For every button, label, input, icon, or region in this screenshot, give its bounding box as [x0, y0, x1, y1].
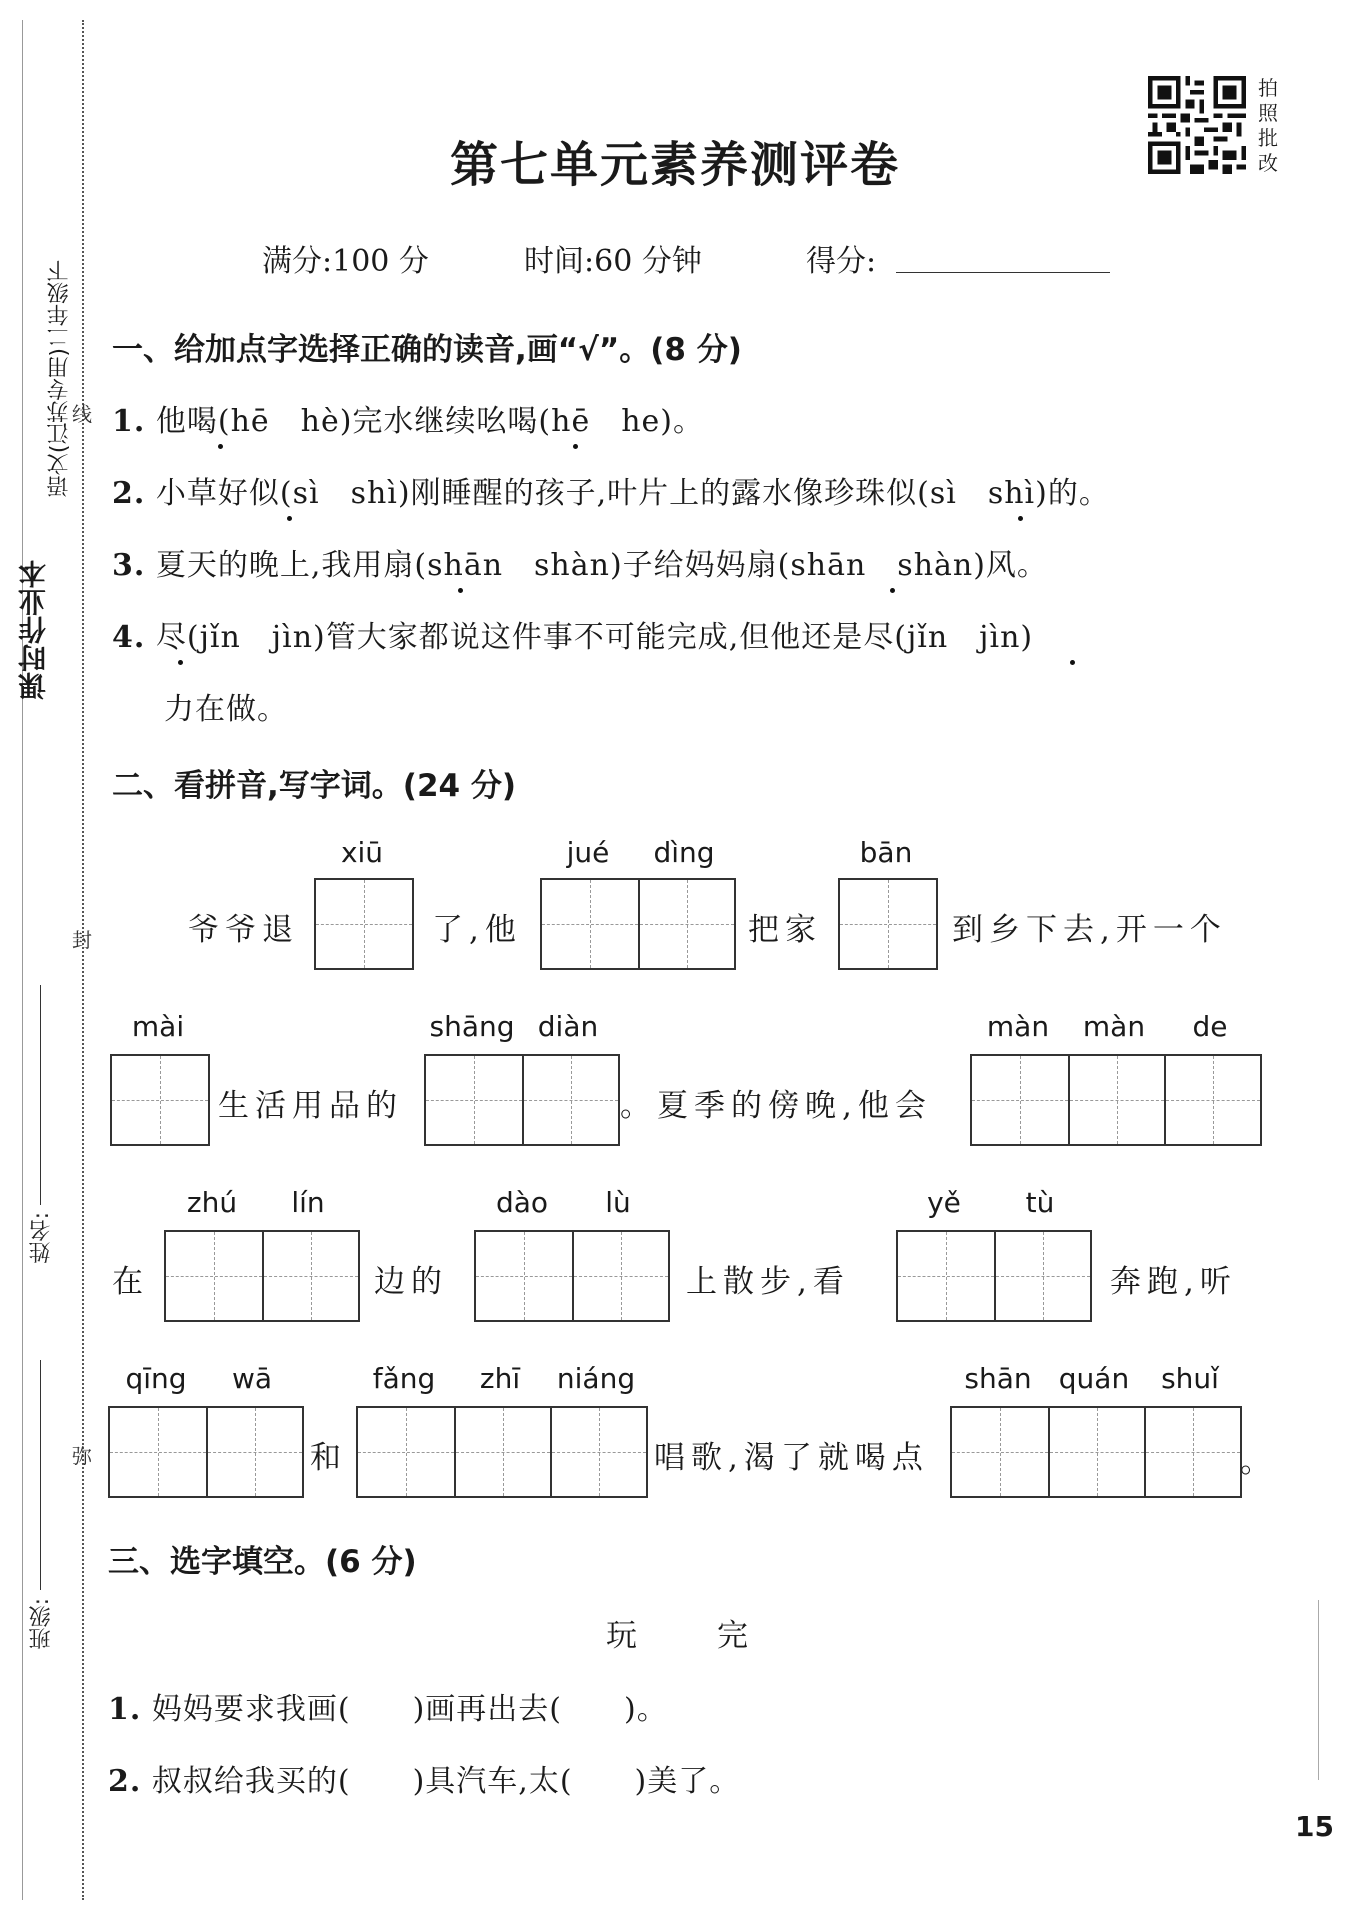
- pinyin: fǎng: [372, 1362, 436, 1395]
- pinyin: shān: [964, 1362, 1032, 1395]
- pinyin: qīng: [125, 1362, 187, 1395]
- score-blank[interactable]: [896, 272, 1110, 273]
- pinyin: màn: [1082, 1010, 1146, 1043]
- s1-item-4-cont: 力在做。: [164, 692, 288, 727]
- item-number: 3.: [112, 548, 146, 583]
- item-number: 2.: [112, 476, 146, 511]
- item-number: 1.: [112, 404, 146, 439]
- writing-grid[interactable]: [356, 1406, 648, 1498]
- mark-mi: 弥: [72, 1444, 92, 1468]
- pinyin: mài: [131, 1010, 185, 1043]
- pinyin: de: [1192, 1010, 1228, 1043]
- writing-grid[interactable]: [110, 1054, 210, 1146]
- mark-xian: 线: [72, 402, 92, 426]
- class-label: 班级:: [29, 1598, 54, 1650]
- item-text: 夏天的晚上,我用扇(shān shàn)子给妈妈扇(shān shàn)风。: [155, 548, 1048, 583]
- writing-grid[interactable]: [896, 1230, 1092, 1322]
- row-text: 。夏季的傍晚,他会: [620, 1088, 932, 1124]
- pinyin: niáng: [556, 1362, 636, 1395]
- section1-heading: 一、给加点字选择正确的读音,画“√”。(8 分): [112, 332, 742, 368]
- full-score: 满分:100 分: [262, 244, 429, 279]
- pinyin: lín: [291, 1186, 325, 1219]
- name-label: 姓名:: [29, 1212, 54, 1264]
- row-text: 爷爷退: [188, 912, 299, 948]
- margin-border: [22, 20, 23, 1900]
- s3-item-1: [108, 1684, 668, 1728]
- pinyin: zhī: [479, 1362, 521, 1395]
- pinyin: bān: [859, 836, 913, 869]
- pinyin: shāng: [429, 1010, 515, 1043]
- right-margin-rule: [1318, 1600, 1319, 1780]
- pinyin: màn: [986, 1010, 1050, 1043]
- row-text: 上散步,看: [686, 1264, 850, 1300]
- exam-time: 时间:60 分钟: [524, 244, 702, 279]
- book-title: 课时作业本: [17, 560, 50, 700]
- item-text: 尽(jǐn jìn)管大家都说这件事不可能完成,但他还是尽(jǐn jìn): [155, 620, 1034, 655]
- item-text: 他喝(hē hè)完水继续吆喝(hē he)。: [155, 404, 704, 439]
- item-number: 1.: [108, 1692, 142, 1727]
- item-text[interactable]: 叔叔给我买的( )具汽车,太( )美了。: [151, 1764, 741, 1799]
- emphasis-dot: [287, 516, 292, 521]
- writing-grid[interactable]: [424, 1054, 620, 1146]
- emphasis-dot: [1070, 660, 1075, 665]
- pinyin: tù: [1025, 1186, 1055, 1219]
- s1-item-4: [112, 612, 1033, 656]
- name-line: [40, 985, 41, 1205]
- qr-label: 拍照批改: [1258, 76, 1278, 175]
- pinyin: jué: [566, 836, 610, 869]
- writing-grid[interactable]: [314, 878, 414, 970]
- pinyin: yě: [927, 1186, 961, 1219]
- emphasis-dot: [458, 588, 463, 593]
- emphasis-dot: [890, 588, 895, 593]
- book-subtitle: 语文(江苏专用)二年级下: [47, 260, 72, 498]
- writing-grid[interactable]: [108, 1406, 304, 1498]
- row-text: 把家: [748, 912, 822, 948]
- item-number: 4.: [112, 620, 146, 655]
- emphasis-dot: [573, 444, 578, 449]
- emphasis-dot: [1018, 516, 1023, 521]
- row-text: 。: [1240, 1444, 1277, 1480]
- row-text: 奔跑,听: [1110, 1264, 1237, 1300]
- pinyin: dìng: [653, 836, 715, 869]
- row-text: 和: [310, 1440, 347, 1476]
- class-line: [40, 1360, 41, 1590]
- writing-grid[interactable]: [540, 878, 736, 970]
- pinyin: wā: [231, 1362, 273, 1395]
- pinyin: zhú: [186, 1186, 238, 1219]
- page-number: 15: [1295, 1810, 1334, 1843]
- writing-grid[interactable]: [970, 1054, 1262, 1146]
- item-number: 2.: [108, 1764, 142, 1799]
- page-title: 第七单元素养测评卷: [449, 137, 900, 193]
- row-text: 唱歌,渴了就喝点: [654, 1440, 929, 1476]
- s1-item-1: [112, 396, 704, 440]
- pinyin: lù: [605, 1186, 631, 1219]
- writing-grid[interactable]: [164, 1230, 360, 1322]
- score-label: 得分:: [806, 244, 877, 279]
- pinyin: diàn: [537, 1010, 599, 1043]
- row-text: 生活用品的: [218, 1088, 403, 1124]
- section3-heading: 三、选字填空。(6 分): [108, 1544, 417, 1580]
- s1-item-3: [112, 540, 1048, 584]
- qr-code-icon: [1148, 76, 1246, 174]
- s1-item-2: [112, 468, 1110, 512]
- row-text: 在: [112, 1264, 149, 1300]
- row-text: 到乡下去,开一个: [952, 912, 1227, 948]
- row-text: 了,他: [432, 912, 522, 948]
- s3-item-2: [108, 1756, 740, 1800]
- item-text[interactable]: 妈妈要求我画( )画再出去( )。: [151, 1692, 668, 1727]
- writing-grid[interactable]: [950, 1406, 1242, 1498]
- writing-grid[interactable]: [838, 878, 938, 970]
- row-text: 边的: [374, 1264, 448, 1300]
- pinyin: xiū: [340, 836, 384, 869]
- emphasis-dot: [178, 660, 183, 665]
- emphasis-dot: [218, 444, 223, 449]
- pinyin: dào: [495, 1186, 549, 1219]
- choice-characters: 玩 完: [606, 1618, 754, 1654]
- section2-heading: 二、看拼音,写字词。(24 分): [112, 768, 517, 804]
- item-text: 小草好似(sì shì)刚睡醒的孩子,叶片上的露水像珍珠似(sì shì)的。: [155, 476, 1110, 511]
- pinyin: shuǐ: [1161, 1362, 1219, 1395]
- pinyin: quán: [1058, 1362, 1130, 1395]
- binding-dotted-line: [82, 20, 84, 1900]
- mark-feng: 封: [72, 928, 92, 952]
- writing-grid[interactable]: [474, 1230, 670, 1322]
